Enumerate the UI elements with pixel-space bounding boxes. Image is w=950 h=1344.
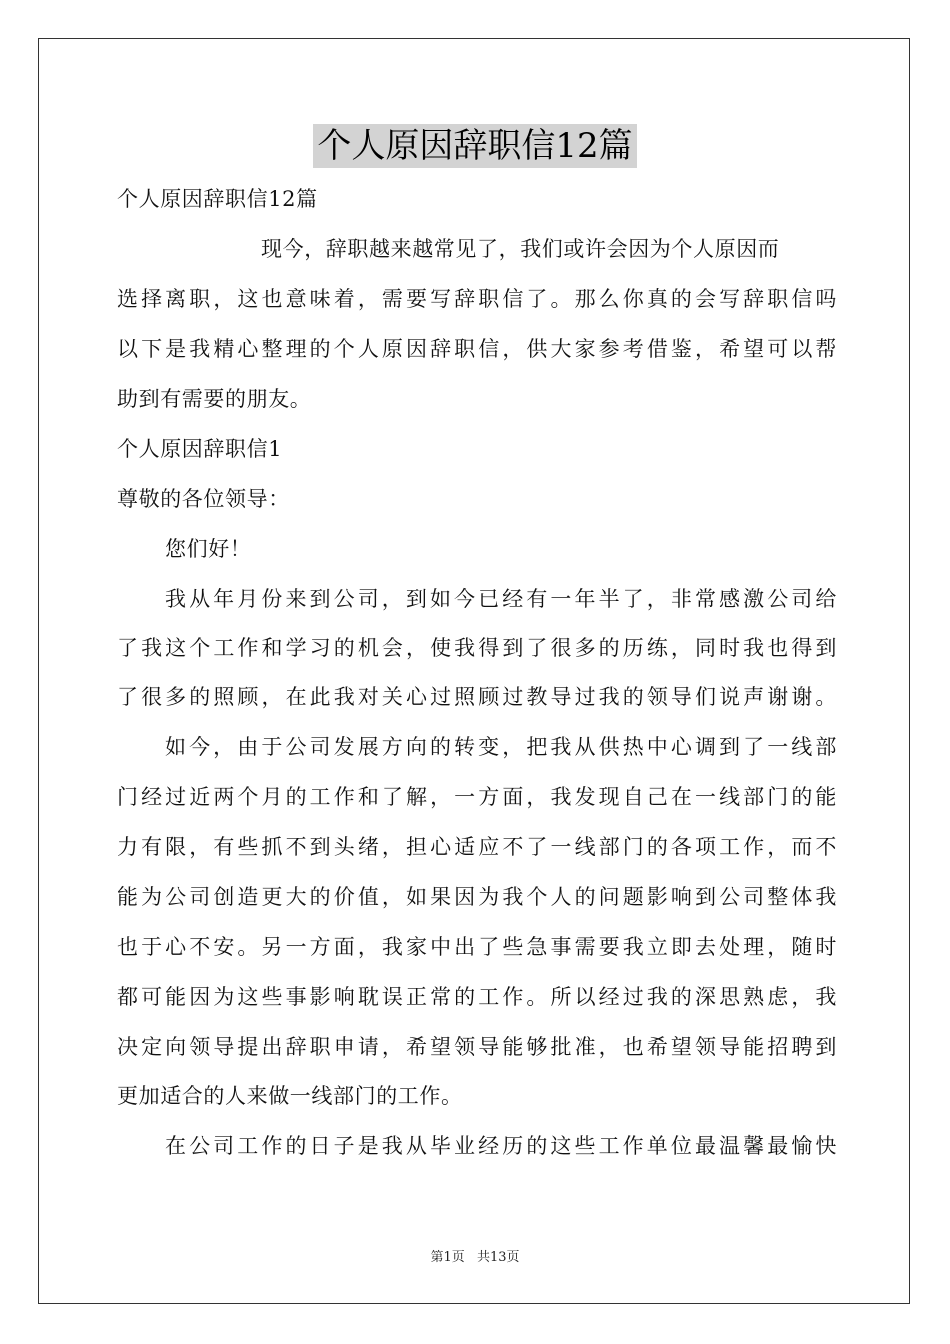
page-total: 共13页 bbox=[476, 1250, 520, 1265]
para3-line-1: 在公司工作的日子是我从毕业经历的这些工作单位最温馨最愉快 bbox=[165, 1134, 837, 1158]
para2-line-2: 门经过近两个月的工作和了解，一方面，我发现自己在一线部门的能 bbox=[117, 785, 837, 809]
intro-line-3: 以下是我精心整理的个人原因辞职信，供大家参考借鉴，希望可以帮 bbox=[117, 337, 837, 361]
para2-line-4: 能为公司创造更大的价值，如果因为我个人的问题影响到公司整体我 bbox=[117, 885, 837, 909]
document-subtitle: 个人原因辞职信12篇 bbox=[117, 187, 318, 211]
page-footer bbox=[0, 1249, 950, 1267]
para2-line-8: 更加适合的人来做一线部门的工作。 bbox=[117, 1084, 463, 1108]
intro-line-4: 助到有需要的朋友。 bbox=[117, 387, 312, 411]
para2-line-6: 都可能因为这些事影响耽误正常的工作。所以经过我的深思熟虑，我 bbox=[117, 985, 837, 1009]
salutation: 尊敬的各位领导： bbox=[117, 487, 290, 511]
para2-line-5: 也于心不安。另一方面，我家中出了些急事需要我立即去处理，随时 bbox=[117, 935, 837, 959]
para2-line-3: 力有限，有些抓不到头绪，担心适应不了一线部门的各项工作，而不 bbox=[117, 835, 837, 859]
intro-line-1: 现今，辞职越来越常见了，我们或许会因为个人原因而 bbox=[261, 237, 780, 261]
document-title: 个人原因辞职信12篇 bbox=[313, 124, 636, 168]
para1-line-3: 了很多的照顾，在此我对关心过照顾过教导过我的领导们说声谢谢。 bbox=[117, 685, 837, 709]
section-heading: 个人原因辞职信1 bbox=[117, 437, 283, 461]
para2-line-7: 决定向领导提出辞职申请，希望领导能够批准，也希望领导能招聘到 bbox=[117, 1035, 837, 1059]
page-number: 第1页 bbox=[430, 1250, 465, 1265]
greeting: 您们好！ bbox=[165, 537, 252, 561]
page-border bbox=[38, 38, 910, 1304]
intro-line-2: 选择离职，这也意味着，需要写辞职信了。那么你真的会写辞职信吗 bbox=[117, 287, 837, 311]
para2-line-1: 如今，由于公司发展方向的转变，把我从供热中心调到了一线部 bbox=[165, 735, 837, 759]
para1-line-1: 我从年月份来到公司，到如今已经有一年半了，非常感激公司给 bbox=[165, 587, 837, 611]
title-wrap bbox=[0, 124, 950, 168]
para1-line-2: 了我这个工作和学习的机会，使我得到了很多的历练，同时我也得到 bbox=[117, 636, 837, 660]
